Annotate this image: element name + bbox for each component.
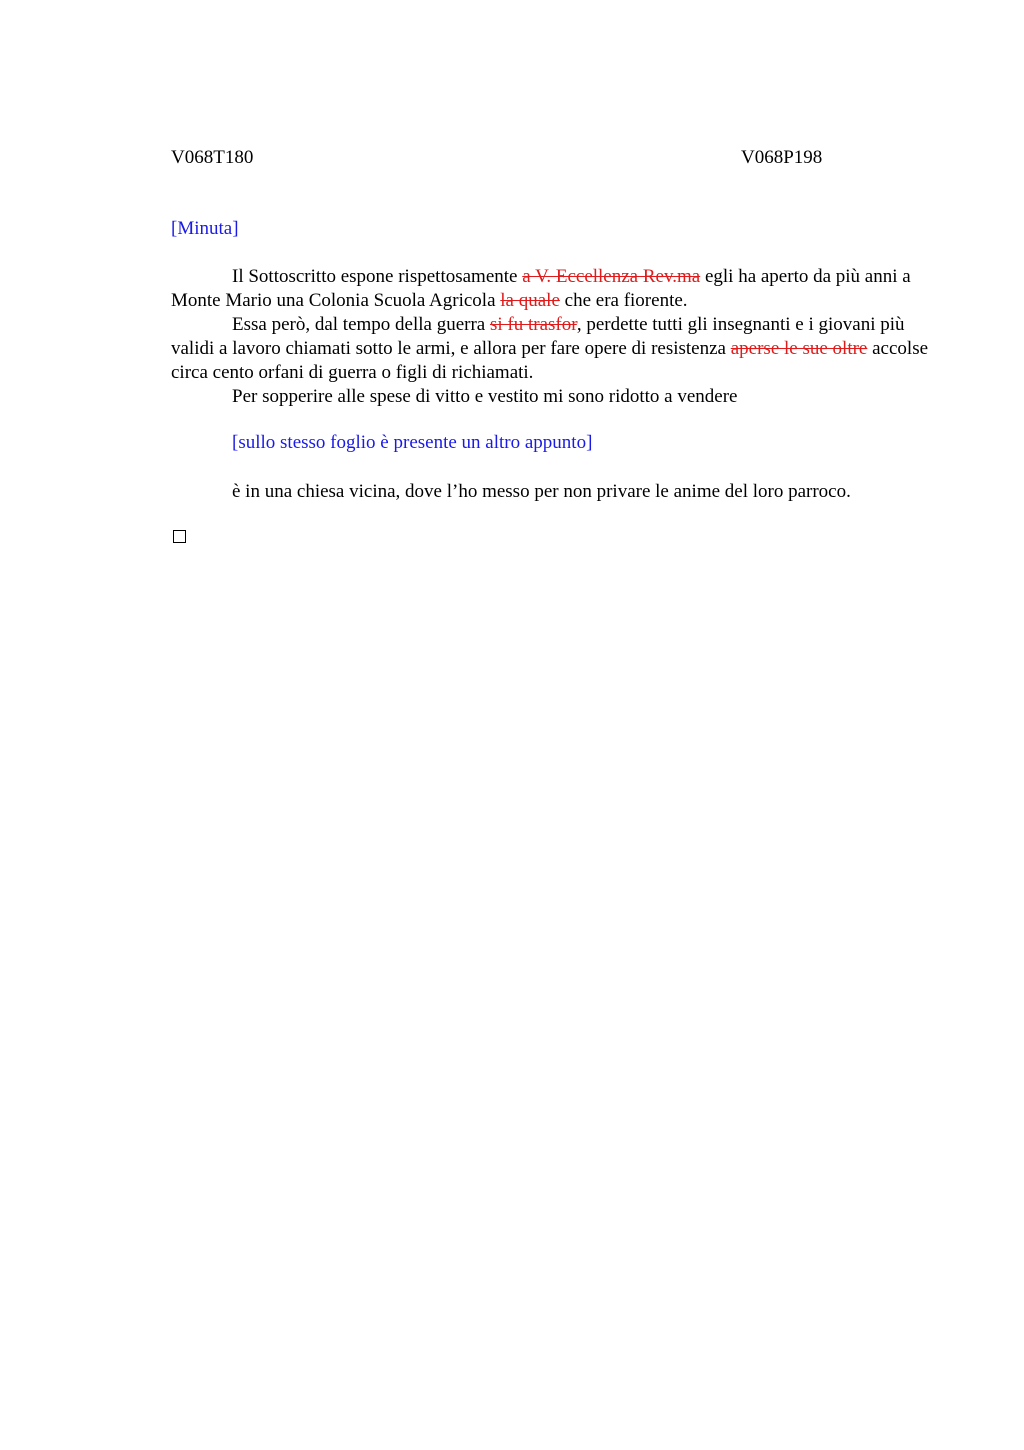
empty-checkbox-icon xyxy=(173,530,186,543)
closing-line: è in una chiesa vicina, dove l’ho messo per non privare le anime del loro parroco. xyxy=(232,481,851,502)
minuta-label: [Minuta] xyxy=(171,218,239,239)
paragraph-1 xyxy=(171,265,931,313)
paragraph-1-text-b: egli ha aperto da più anni a Monte Mario una Colonia Scuola Agricola xyxy=(171,266,911,311)
header-left-code: V068T180 xyxy=(171,147,254,168)
deleted-text: si fu trasfor xyxy=(489,314,577,335)
deleted-text: la quale xyxy=(500,290,560,311)
deleted-text: aperse le sue oltre xyxy=(730,338,868,359)
paragraph-2-text-c: accolse circa cento orfani di guerra o figli di richiamati. xyxy=(171,338,929,383)
deleted-text: a V. Eccellenza Rev.ma xyxy=(522,266,701,287)
editorial-note: [sullo stesso foglio è presente un altro appunto] xyxy=(232,432,593,453)
paragraph-2 xyxy=(171,313,931,385)
paragraph-1-text-a: Il Sottoscritto espone rispettosamente xyxy=(232,266,523,287)
document-body xyxy=(171,265,931,409)
paragraph-1-text-c: che era fiorente. xyxy=(559,290,688,311)
paragraph-2-text-b: , perdette tutti gli insegnanti e i giovani più validi a lavoro chiamati sotto le armi, e allora per fare opere di resistenza xyxy=(171,314,905,359)
paragraph-2-text-a: Essa però, dal tempo della guerra xyxy=(232,314,490,335)
paragraph-3: Per sopperire alle spese di vitto e vestito mi sono ridotto a vendere xyxy=(232,386,738,407)
header-right-code: V068P198 xyxy=(741,147,823,168)
